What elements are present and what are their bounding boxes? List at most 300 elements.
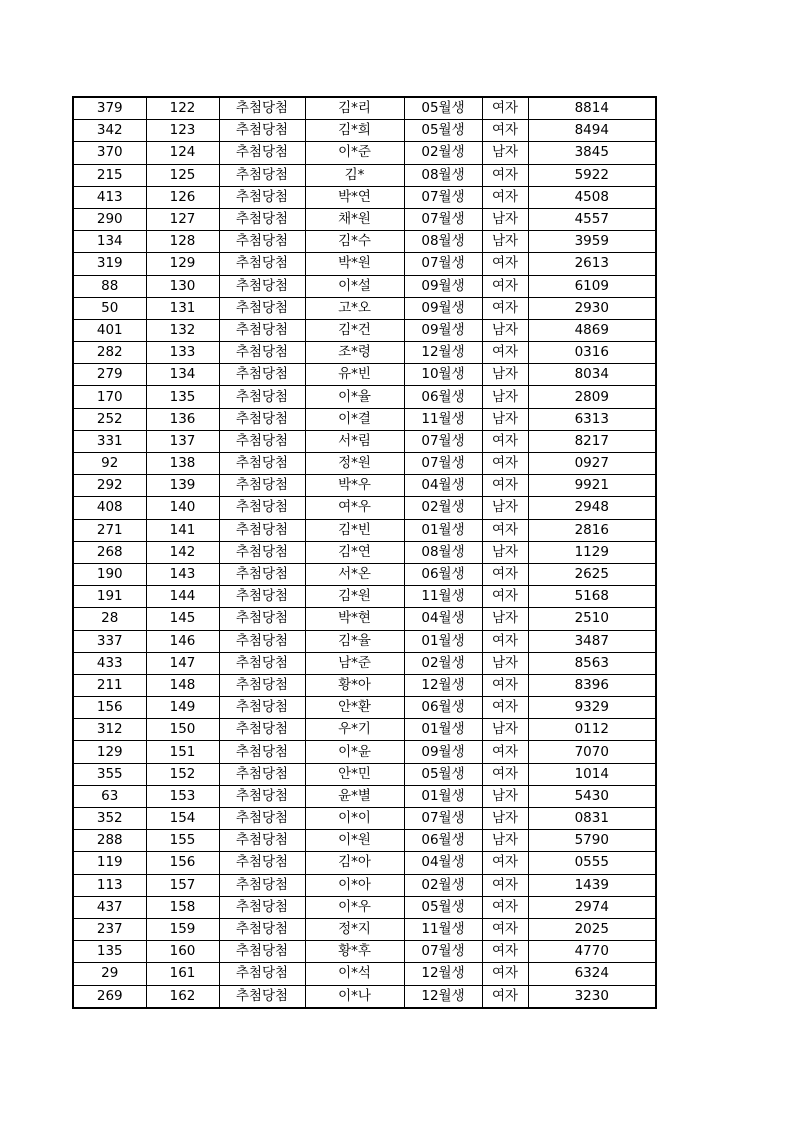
gender-cell: 여자 bbox=[482, 97, 528, 120]
entry-number-cell: 269 bbox=[73, 985, 146, 1008]
entry-number-cell: 88 bbox=[73, 275, 146, 297]
birth-month-cell: 06월생 bbox=[404, 830, 482, 852]
gender-cell: 남자 bbox=[482, 541, 528, 563]
name-cell: 황*아 bbox=[305, 674, 404, 696]
result-status-cell: 추첨당첨 bbox=[219, 630, 305, 652]
result-status-cell: 추첨당첨 bbox=[219, 386, 305, 408]
name-cell: 김*원 bbox=[305, 586, 404, 608]
name-cell: 이*나 bbox=[305, 985, 404, 1008]
entry-number-cell: 279 bbox=[73, 364, 146, 386]
rank-number-cell: 140 bbox=[146, 497, 219, 519]
code-cell: 8563 bbox=[528, 652, 656, 674]
gender-cell: 여자 bbox=[482, 985, 528, 1008]
name-cell: 김* bbox=[305, 164, 404, 186]
table-row bbox=[73, 430, 656, 452]
entry-number-cell: 135 bbox=[73, 941, 146, 963]
rank-number-cell: 153 bbox=[146, 785, 219, 807]
entry-number-cell: 408 bbox=[73, 497, 146, 519]
rank-number-cell: 124 bbox=[146, 142, 219, 164]
code-cell: 0831 bbox=[528, 808, 656, 830]
gender-cell: 남자 bbox=[482, 830, 528, 852]
code-cell: 8396 bbox=[528, 674, 656, 696]
result-status-cell: 추첨당첨 bbox=[219, 142, 305, 164]
name-cell: 여*우 bbox=[305, 497, 404, 519]
birth-month-cell: 08월생 bbox=[404, 541, 482, 563]
birth-month-cell: 01월생 bbox=[404, 785, 482, 807]
gender-cell: 여자 bbox=[482, 896, 528, 918]
gender-cell: 여자 bbox=[482, 630, 528, 652]
name-cell: 윤*별 bbox=[305, 785, 404, 807]
birth-month-cell: 08월생 bbox=[404, 231, 482, 253]
result-status-cell: 추첨당첨 bbox=[219, 231, 305, 253]
birth-month-cell: 12월생 bbox=[404, 674, 482, 696]
table-row bbox=[73, 208, 656, 230]
birth-month-cell: 07월생 bbox=[404, 208, 482, 230]
table-row bbox=[73, 985, 656, 1008]
rank-number-cell: 151 bbox=[146, 741, 219, 763]
result-status-cell: 추첨당첨 bbox=[219, 830, 305, 852]
code-cell: 4508 bbox=[528, 186, 656, 208]
code-cell: 2625 bbox=[528, 563, 656, 585]
code-cell: 8217 bbox=[528, 430, 656, 452]
result-status-cell: 추첨당첨 bbox=[219, 985, 305, 1008]
entry-number-cell: 292 bbox=[73, 475, 146, 497]
code-cell: 5922 bbox=[528, 164, 656, 186]
rank-number-cell: 152 bbox=[146, 763, 219, 785]
gender-cell: 남자 bbox=[482, 719, 528, 741]
rank-number-cell: 161 bbox=[146, 963, 219, 985]
gender-cell: 남자 bbox=[482, 208, 528, 230]
gender-cell: 여자 bbox=[482, 852, 528, 874]
result-status-cell: 추첨당첨 bbox=[219, 186, 305, 208]
rank-number-cell: 149 bbox=[146, 697, 219, 719]
gender-cell: 여자 bbox=[482, 963, 528, 985]
code-cell: 2816 bbox=[528, 519, 656, 541]
code-cell: 2974 bbox=[528, 896, 656, 918]
rank-number-cell: 135 bbox=[146, 386, 219, 408]
table-row bbox=[73, 253, 656, 275]
name-cell: 박*원 bbox=[305, 253, 404, 275]
table-row bbox=[73, 342, 656, 364]
entry-number-cell: 156 bbox=[73, 697, 146, 719]
table-row bbox=[73, 453, 656, 475]
code-cell: 3845 bbox=[528, 142, 656, 164]
name-cell: 김*리 bbox=[305, 97, 404, 120]
code-cell: 0316 bbox=[528, 342, 656, 364]
entry-number-cell: 129 bbox=[73, 741, 146, 763]
name-cell: 안*환 bbox=[305, 697, 404, 719]
lottery-result-table bbox=[72, 96, 657, 1009]
code-cell: 8034 bbox=[528, 364, 656, 386]
table-row bbox=[73, 386, 656, 408]
rank-number-cell: 143 bbox=[146, 563, 219, 585]
rank-number-cell: 130 bbox=[146, 275, 219, 297]
name-cell: 김*희 bbox=[305, 120, 404, 142]
rank-number-cell: 157 bbox=[146, 874, 219, 896]
table-row bbox=[73, 231, 656, 253]
result-status-cell: 추첨당첨 bbox=[219, 164, 305, 186]
rank-number-cell: 147 bbox=[146, 652, 219, 674]
gender-cell: 여자 bbox=[482, 164, 528, 186]
table-row bbox=[73, 896, 656, 918]
rank-number-cell: 144 bbox=[146, 586, 219, 608]
table-row bbox=[73, 519, 656, 541]
birth-month-cell: 02월생 bbox=[404, 142, 482, 164]
gender-cell: 여자 bbox=[482, 741, 528, 763]
entry-number-cell: 319 bbox=[73, 253, 146, 275]
code-cell: 3959 bbox=[528, 231, 656, 253]
result-status-cell: 추첨당첨 bbox=[219, 608, 305, 630]
table-row bbox=[73, 874, 656, 896]
result-status-cell: 추첨당첨 bbox=[219, 963, 305, 985]
table-row bbox=[73, 142, 656, 164]
table-row bbox=[73, 497, 656, 519]
birth-month-cell: 12월생 bbox=[404, 985, 482, 1008]
result-status-cell: 추첨당첨 bbox=[219, 97, 305, 120]
rank-number-cell: 136 bbox=[146, 408, 219, 430]
table-row bbox=[73, 852, 656, 874]
rank-number-cell: 133 bbox=[146, 342, 219, 364]
name-cell: 김*율 bbox=[305, 630, 404, 652]
name-cell: 정*원 bbox=[305, 453, 404, 475]
result-status-cell: 추첨당첨 bbox=[219, 453, 305, 475]
name-cell: 서*림 bbox=[305, 430, 404, 452]
name-cell: 이*준 bbox=[305, 142, 404, 164]
birth-month-cell: 09월생 bbox=[404, 319, 482, 341]
result-status-cell: 추첨당첨 bbox=[219, 297, 305, 319]
entry-number-cell: 401 bbox=[73, 319, 146, 341]
name-cell: 김*빈 bbox=[305, 519, 404, 541]
birth-month-cell: 12월생 bbox=[404, 342, 482, 364]
entry-number-cell: 312 bbox=[73, 719, 146, 741]
entry-number-cell: 342 bbox=[73, 120, 146, 142]
result-status-cell: 추첨당첨 bbox=[219, 319, 305, 341]
gender-cell: 남자 bbox=[482, 652, 528, 674]
rank-number-cell: 131 bbox=[146, 297, 219, 319]
result-status-cell: 추첨당첨 bbox=[219, 697, 305, 719]
table-row bbox=[73, 674, 656, 696]
code-cell: 9921 bbox=[528, 475, 656, 497]
birth-month-cell: 02월생 bbox=[404, 497, 482, 519]
entry-number-cell: 29 bbox=[73, 963, 146, 985]
entry-number-cell: 370 bbox=[73, 142, 146, 164]
code-cell: 2510 bbox=[528, 608, 656, 630]
rank-number-cell: 132 bbox=[146, 319, 219, 341]
table-row bbox=[73, 97, 656, 120]
name-cell: 이*원 bbox=[305, 830, 404, 852]
rank-number-cell: 122 bbox=[146, 97, 219, 120]
entry-number-cell: 337 bbox=[73, 630, 146, 652]
gender-cell: 여자 bbox=[482, 563, 528, 585]
code-cell: 3487 bbox=[528, 630, 656, 652]
rank-number-cell: 142 bbox=[146, 541, 219, 563]
name-cell: 유*빈 bbox=[305, 364, 404, 386]
entry-number-cell: 170 bbox=[73, 386, 146, 408]
birth-month-cell: 07월생 bbox=[404, 453, 482, 475]
rank-number-cell: 162 bbox=[146, 985, 219, 1008]
gender-cell: 남자 bbox=[482, 785, 528, 807]
code-cell: 2930 bbox=[528, 297, 656, 319]
code-cell: 2948 bbox=[528, 497, 656, 519]
result-status-cell: 추첨당첨 bbox=[219, 763, 305, 785]
rank-number-cell: 128 bbox=[146, 231, 219, 253]
name-cell: 고*오 bbox=[305, 297, 404, 319]
code-cell: 2025 bbox=[528, 918, 656, 940]
result-status-cell: 추첨당첨 bbox=[219, 120, 305, 142]
table-row bbox=[73, 963, 656, 985]
code-cell: 4869 bbox=[528, 319, 656, 341]
code-cell: 0927 bbox=[528, 453, 656, 475]
entry-number-cell: 290 bbox=[73, 208, 146, 230]
entry-number-cell: 113 bbox=[73, 874, 146, 896]
birth-month-cell: 11월생 bbox=[404, 408, 482, 430]
entry-number-cell: 271 bbox=[73, 519, 146, 541]
entry-number-cell: 252 bbox=[73, 408, 146, 430]
gender-cell: 남자 bbox=[482, 364, 528, 386]
rank-number-cell: 154 bbox=[146, 808, 219, 830]
rank-number-cell: 125 bbox=[146, 164, 219, 186]
name-cell: 이*이 bbox=[305, 808, 404, 830]
code-cell: 1014 bbox=[528, 763, 656, 785]
birth-month-cell: 07월생 bbox=[404, 430, 482, 452]
name-cell: 이*결 bbox=[305, 408, 404, 430]
entry-number-cell: 119 bbox=[73, 852, 146, 874]
entry-number-cell: 190 bbox=[73, 563, 146, 585]
entry-number-cell: 355 bbox=[73, 763, 146, 785]
birth-month-cell: 09월생 bbox=[404, 741, 482, 763]
birth-month-cell: 01월생 bbox=[404, 519, 482, 541]
gender-cell: 여자 bbox=[482, 186, 528, 208]
rank-number-cell: 156 bbox=[146, 852, 219, 874]
birth-month-cell: 01월생 bbox=[404, 719, 482, 741]
code-cell: 3230 bbox=[528, 985, 656, 1008]
name-cell: 조*령 bbox=[305, 342, 404, 364]
name-cell: 김*수 bbox=[305, 231, 404, 253]
table-row bbox=[73, 630, 656, 652]
code-cell: 1439 bbox=[528, 874, 656, 896]
table-row bbox=[73, 297, 656, 319]
code-cell: 8814 bbox=[528, 97, 656, 120]
result-status-cell: 추첨당첨 bbox=[219, 519, 305, 541]
rank-number-cell: 129 bbox=[146, 253, 219, 275]
gender-cell: 여자 bbox=[482, 519, 528, 541]
entry-number-cell: 413 bbox=[73, 186, 146, 208]
gender-cell: 여자 bbox=[482, 275, 528, 297]
gender-cell: 여자 bbox=[482, 253, 528, 275]
gender-cell: 여자 bbox=[482, 430, 528, 452]
result-status-cell: 추첨당첨 bbox=[219, 785, 305, 807]
entry-number-cell: 282 bbox=[73, 342, 146, 364]
birth-month-cell: 04월생 bbox=[404, 475, 482, 497]
result-status-cell: 추첨당첨 bbox=[219, 674, 305, 696]
birth-month-cell: 02월생 bbox=[404, 874, 482, 896]
result-status-cell: 추첨당첨 bbox=[219, 918, 305, 940]
code-cell: 5430 bbox=[528, 785, 656, 807]
result-status-cell: 추첨당첨 bbox=[219, 430, 305, 452]
gender-cell: 남자 bbox=[482, 408, 528, 430]
birth-month-cell: 07월생 bbox=[404, 186, 482, 208]
result-status-cell: 추첨당첨 bbox=[219, 741, 305, 763]
entry-number-cell: 28 bbox=[73, 608, 146, 630]
birth-month-cell: 06월생 bbox=[404, 697, 482, 719]
entry-number-cell: 331 bbox=[73, 430, 146, 452]
birth-month-cell: 08월생 bbox=[404, 164, 482, 186]
gender-cell: 남자 bbox=[482, 497, 528, 519]
birth-month-cell: 11월생 bbox=[404, 586, 482, 608]
gender-cell: 여자 bbox=[482, 674, 528, 696]
table-row bbox=[73, 364, 656, 386]
birth-month-cell: 05월생 bbox=[404, 763, 482, 785]
rank-number-cell: 148 bbox=[146, 674, 219, 696]
gender-cell: 여자 bbox=[482, 763, 528, 785]
rank-number-cell: 127 bbox=[146, 208, 219, 230]
gender-cell: 남자 bbox=[482, 319, 528, 341]
result-status-cell: 추첨당첨 bbox=[219, 941, 305, 963]
entry-number-cell: 237 bbox=[73, 918, 146, 940]
entry-number-cell: 134 bbox=[73, 231, 146, 253]
result-status-cell: 추첨당첨 bbox=[219, 342, 305, 364]
result-status-cell: 추첨당첨 bbox=[219, 275, 305, 297]
entry-number-cell: 191 bbox=[73, 586, 146, 608]
table-row bbox=[73, 941, 656, 963]
code-cell: 4770 bbox=[528, 941, 656, 963]
table-row bbox=[73, 275, 656, 297]
name-cell: 이*설 bbox=[305, 275, 404, 297]
code-cell: 7070 bbox=[528, 741, 656, 763]
rank-number-cell: 123 bbox=[146, 120, 219, 142]
gender-cell: 여자 bbox=[482, 941, 528, 963]
gender-cell: 남자 bbox=[482, 808, 528, 830]
rank-number-cell: 145 bbox=[146, 608, 219, 630]
code-cell: 5790 bbox=[528, 830, 656, 852]
result-status-cell: 추첨당첨 bbox=[219, 852, 305, 874]
name-cell: 김*건 bbox=[305, 319, 404, 341]
gender-cell: 남자 bbox=[482, 608, 528, 630]
table-row bbox=[73, 186, 656, 208]
name-cell: 안*민 bbox=[305, 763, 404, 785]
code-cell: 2809 bbox=[528, 386, 656, 408]
name-cell: 황*후 bbox=[305, 941, 404, 963]
code-cell: 2613 bbox=[528, 253, 656, 275]
result-status-cell: 추첨당첨 bbox=[219, 208, 305, 230]
entry-number-cell: 268 bbox=[73, 541, 146, 563]
table-row bbox=[73, 319, 656, 341]
table-row bbox=[73, 652, 656, 674]
entry-number-cell: 215 bbox=[73, 164, 146, 186]
gender-cell: 여자 bbox=[482, 342, 528, 364]
gender-cell: 여자 bbox=[482, 697, 528, 719]
birth-month-cell: 11월생 bbox=[404, 918, 482, 940]
result-status-cell: 추첨당첨 bbox=[219, 719, 305, 741]
entry-number-cell: 437 bbox=[73, 896, 146, 918]
code-cell: 1129 bbox=[528, 541, 656, 563]
entry-number-cell: 211 bbox=[73, 674, 146, 696]
gender-cell: 여자 bbox=[482, 297, 528, 319]
birth-month-cell: 07월생 bbox=[404, 253, 482, 275]
result-status-cell: 추첨당첨 bbox=[219, 586, 305, 608]
name-cell: 이*석 bbox=[305, 963, 404, 985]
table-row bbox=[73, 608, 656, 630]
result-status-cell: 추첨당첨 bbox=[219, 541, 305, 563]
birth-month-cell: 06월생 bbox=[404, 386, 482, 408]
rank-number-cell: 134 bbox=[146, 364, 219, 386]
gender-cell: 남자 bbox=[482, 386, 528, 408]
gender-cell: 여자 bbox=[482, 874, 528, 896]
rank-number-cell: 137 bbox=[146, 430, 219, 452]
code-cell: 6313 bbox=[528, 408, 656, 430]
table-row bbox=[73, 541, 656, 563]
code-cell: 0555 bbox=[528, 852, 656, 874]
birth-month-cell: 05월생 bbox=[404, 896, 482, 918]
birth-month-cell: 01월생 bbox=[404, 630, 482, 652]
result-status-cell: 추첨당첨 bbox=[219, 364, 305, 386]
result-status-cell: 추첨당첨 bbox=[219, 874, 305, 896]
table-row bbox=[73, 475, 656, 497]
code-cell: 9329 bbox=[528, 697, 656, 719]
name-cell: 서*온 bbox=[305, 563, 404, 585]
result-status-cell: 추첨당첨 bbox=[219, 475, 305, 497]
birth-month-cell: 06월생 bbox=[404, 563, 482, 585]
birth-month-cell: 07월생 bbox=[404, 808, 482, 830]
name-cell: 이*우 bbox=[305, 896, 404, 918]
table-row bbox=[73, 808, 656, 830]
code-cell: 0112 bbox=[528, 719, 656, 741]
name-cell: 박*현 bbox=[305, 608, 404, 630]
rank-number-cell: 126 bbox=[146, 186, 219, 208]
birth-month-cell: 04월생 bbox=[404, 608, 482, 630]
gender-cell: 여자 bbox=[482, 475, 528, 497]
table-row bbox=[73, 918, 656, 940]
table-row bbox=[73, 785, 656, 807]
result-status-cell: 추첨당첨 bbox=[219, 563, 305, 585]
table-row bbox=[73, 763, 656, 785]
birth-month-cell: 12월생 bbox=[404, 963, 482, 985]
birth-month-cell: 02월생 bbox=[404, 652, 482, 674]
result-status-cell: 추첨당첨 bbox=[219, 808, 305, 830]
gender-cell: 여자 bbox=[482, 453, 528, 475]
result-status-cell: 추첨당첨 bbox=[219, 652, 305, 674]
rank-number-cell: 159 bbox=[146, 918, 219, 940]
rank-number-cell: 150 bbox=[146, 719, 219, 741]
birth-month-cell: 10월생 bbox=[404, 364, 482, 386]
name-cell: 남*준 bbox=[305, 652, 404, 674]
name-cell: 박*연 bbox=[305, 186, 404, 208]
name-cell: 우*기 bbox=[305, 719, 404, 741]
code-cell: 6324 bbox=[528, 963, 656, 985]
name-cell: 김*연 bbox=[305, 541, 404, 563]
rank-number-cell: 146 bbox=[146, 630, 219, 652]
rank-number-cell: 158 bbox=[146, 896, 219, 918]
entry-number-cell: 379 bbox=[73, 97, 146, 120]
name-cell: 이*아 bbox=[305, 874, 404, 896]
entry-number-cell: 50 bbox=[73, 297, 146, 319]
table-row bbox=[73, 120, 656, 142]
gender-cell: 남자 bbox=[482, 231, 528, 253]
entry-number-cell: 433 bbox=[73, 652, 146, 674]
gender-cell: 남자 bbox=[482, 142, 528, 164]
name-cell: 정*지 bbox=[305, 918, 404, 940]
name-cell: 박*우 bbox=[305, 475, 404, 497]
gender-cell: 여자 bbox=[482, 586, 528, 608]
name-cell: 이*율 bbox=[305, 386, 404, 408]
table-row bbox=[73, 830, 656, 852]
rank-number-cell: 138 bbox=[146, 453, 219, 475]
code-cell: 4557 bbox=[528, 208, 656, 230]
name-cell: 김*아 bbox=[305, 852, 404, 874]
table-body bbox=[73, 97, 656, 1008]
rank-number-cell: 160 bbox=[146, 941, 219, 963]
entry-number-cell: 352 bbox=[73, 808, 146, 830]
